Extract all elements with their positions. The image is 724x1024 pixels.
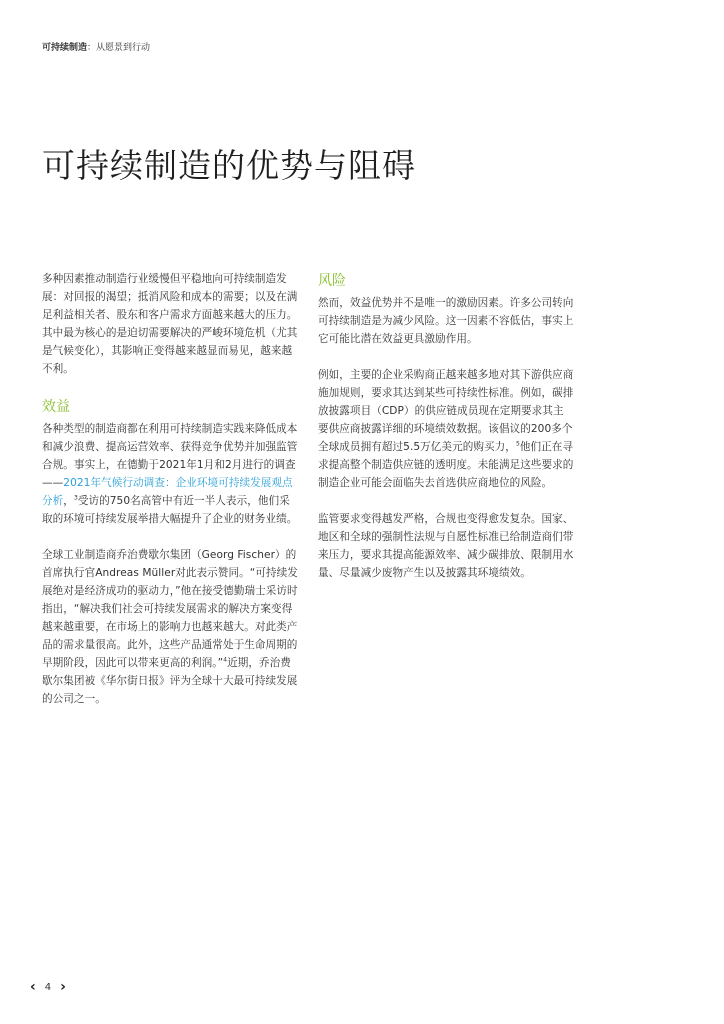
intro-paragraph: 多种因素推动制造行业缓慢但平稳地向可持续制造发展：对回报的渴望；抵消风险和成本的需要；以及在满足利益相关者、股东和客户需求方面越来越大的压力。其中最为核心的是迫切需要解决的严峻环境危机（尤其是气候变化），其影响正变得越来越显而易见，越来越不利。 xyxy=(42,273,298,375)
risk-paragraph-1: 然而，效益优势并不是唯一的激励因素。许多公司转向可持续制造是为减少风险。这一因素不容低估，事实上它可能比潜在效益更具激励作用。 xyxy=(318,297,574,345)
survey-link[interactable]: 2021年气候行动调查：企业环境可持续发展观点分析 xyxy=(42,477,293,507)
page-title: 可持续制造的优势与阻碍 xyxy=(42,146,416,185)
left-column xyxy=(42,270,298,726)
benefits-heading: 效益 xyxy=(42,399,71,415)
next-page-icon[interactable]: › xyxy=(60,979,66,995)
risk-p2-text-a: 例如，主要的企业采购商正越来越多地对其下游供应商施加规则，要求其达到某些可持续性标准。例如，碳排放披露项目（CDP）的供应链成员现在定期要求其主要供应商披露详细的环境绩效数据。该倡议的200多个全球成员拥有超过5.5万亿美元的购买力， xyxy=(318,369,574,453)
page-footer xyxy=(30,980,66,994)
benefits-p2-text-a: 全球工业制造商乔治费歇尔集团（Georg Fischer）的首席执行官Andreas Müller对此表示赞同。“可持续发展绝对是经济成功的驱动力，”他在接受德勤瑞士采访时指出，“解决我们社会可持续发展需求的解决方案变得越来越重要，在市场上的影响力也越来越大。对此类产品的需求量很高。此外，这些产品通常处于生命周期的早期阶段，因此可以带来更高的利润。” xyxy=(42,549,298,669)
footnote-3: 3 xyxy=(73,494,78,502)
benefits-paragraph-2 xyxy=(42,546,298,708)
risk-paragraph-2 xyxy=(318,366,574,492)
risk-heading: 风险 xyxy=(318,273,347,289)
benefits-p1-text-a: 各种类型的制造商都在利用可持续制造实践来降低成本和减少浪费、提高运营效率、获得竞争优势并加强监管合规。事实上，在德勤于2021年1月和2月进行的调查—— xyxy=(42,423,298,489)
footnote-4: 4 xyxy=(223,656,228,664)
right-column xyxy=(318,270,574,600)
running-header xyxy=(42,40,150,53)
risk-paragraph-3: 监管要求变得越发严格，合规也变得愈发复杂。国家、地区和全球的强制性法规与自愿性标准已给制造商们带来压力，要求其提高能源效率、减少碳排放、限制用水量、尽量减少废物产生以及披露其环境绩效。 xyxy=(318,513,574,579)
prev-page-icon[interactable]: ‹ xyxy=(30,979,36,995)
benefits-p2-text-b: 近期，乔治费歇尔集团被《华尔街日报》评为全球十大最可持续发展的公司之一。 xyxy=(42,657,298,705)
page-number: 4 xyxy=(44,981,52,993)
header-title-bold: 可持续制造 xyxy=(42,43,88,53)
footnote-5: 5 xyxy=(515,440,520,448)
benefits-paragraph-1: 各种类型的制造商都在利用可持续制造实践来降低成本和减少浪费、提高运营效率、获得竞争优势并加强监管合规。事实上，在德勤于2021年1月和2月进行的调查——2021年气候行动调查：企业环境可持续发展观点分析，$^3$受访的750名高管中有近一半人表示，他们采取的环境可持续发展举措大幅提升了企业的财务业绩。 xyxy=(42,423,298,525)
benefits-p1-text-b: 受访的750名高管中有近一半人表示，他们采取的环境可持续发展举措大幅提升了企业的财务业绩。 xyxy=(42,495,298,525)
risk-p2-text-b: 他们正在寻求提高整个制造供应链的透明度。未能满足这些要求的制造企业可能会面临失去首选供应商地位的风险。 xyxy=(318,441,574,489)
header-title-rest: ：从愿景到行动 xyxy=(87,43,151,53)
